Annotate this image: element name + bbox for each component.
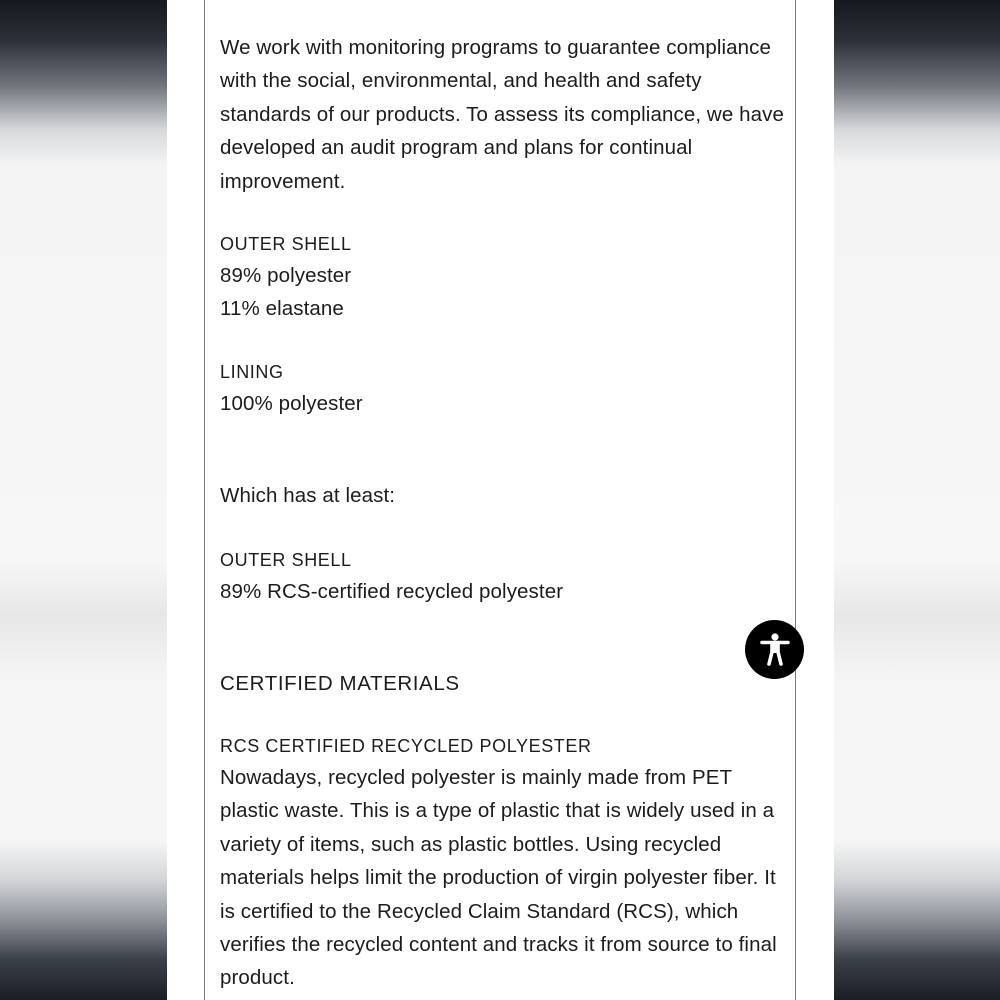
- lining-polyester: 100% polyester: [220, 392, 363, 415]
- accessibility-button[interactable]: [745, 620, 804, 679]
- at-least-intro: Which has at least:: [220, 484, 396, 507]
- certified-materials-heading: CERTIFIED MATERIALS: [220, 672, 460, 695]
- at-least-recycled-polyester: 89% RCS-certified recycled polyester: [220, 580, 564, 603]
- at-least-outer-shell-label: OUTER SHELL: [220, 550, 352, 570]
- outer-shell-label: OUTER SHELL: [220, 234, 352, 254]
- outer-shell-elastane: 11% elastane: [220, 297, 344, 320]
- intro-paragraph: We work with monitoring programs to guarantee compliance with the social, environmental, and health and safety standards of our products. To assess its compliance, we have developed an audit program and plans for continual improvement.: [220, 36, 784, 193]
- rcs-description-paragraph: Nowadays, recycled polyester is mainly made from PET plastic waste. This is a type of plastic that is widely used in a variety of items, such as plastic bottles. Using recycled materials helps limit the production of virgin polyester fiber. It is certified to the Recycled Claim Standard (RCS), which verifies the recycled content and tracks it from source to final product.: [220, 766, 777, 990]
- lining-label: LINING: [220, 362, 284, 382]
- left-blurred-backdrop: [0, 0, 167, 1000]
- right-blurred-backdrop: [834, 0, 1000, 1000]
- outer-shell-polyester: 89% polyester: [220, 264, 352, 287]
- rcs-recycled-polyester-subheading: RCS CERTIFIED RECYCLED POLYESTER: [220, 736, 592, 756]
- accessibility-person-icon: [755, 630, 795, 670]
